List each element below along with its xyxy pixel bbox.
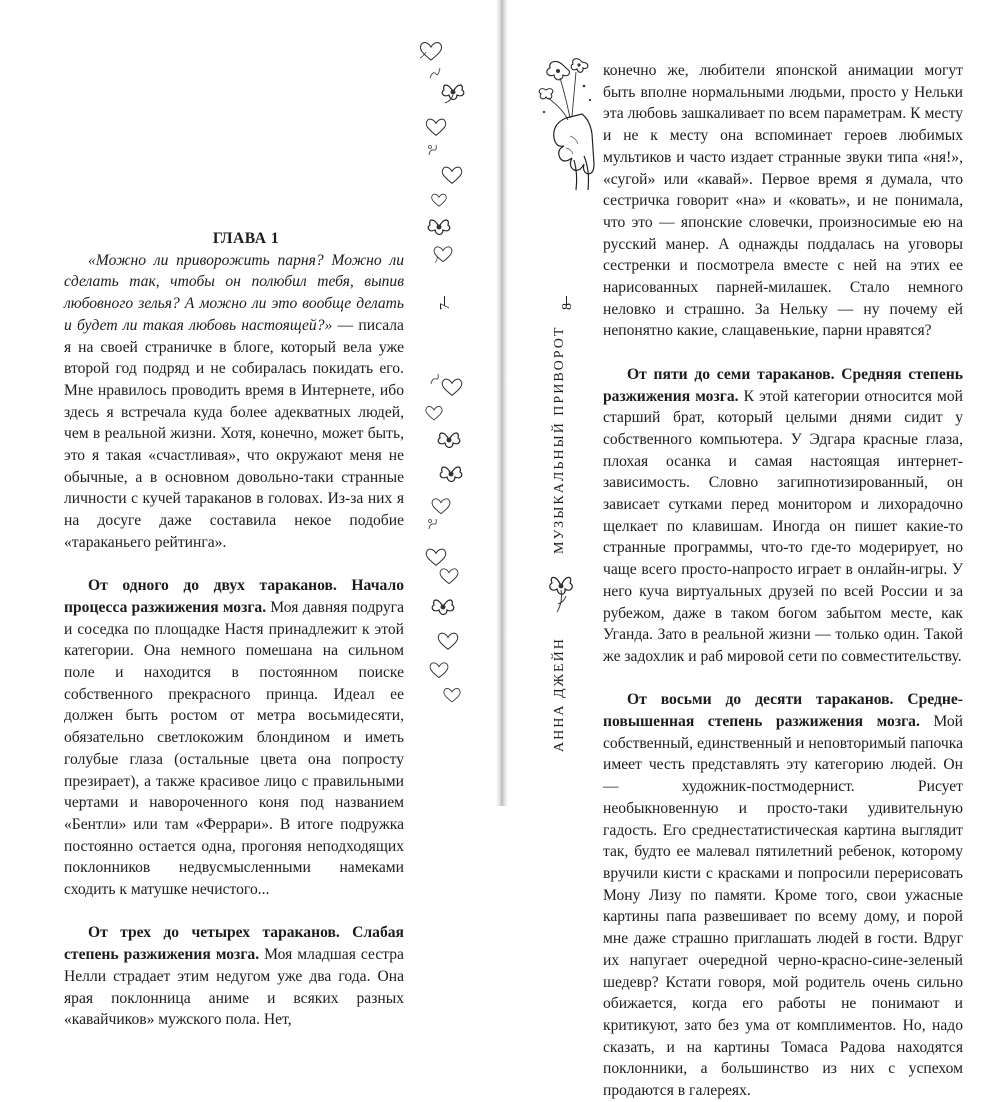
heart-ornament [430,192,448,208]
section-paragraph [603,364,963,668]
heart-ornament [418,40,444,62]
swirl-ornament [426,516,442,532]
left-page [0,0,496,1029]
page-number: 7 [438,303,453,310]
section-text: К этой категории относится мой старший брат, который целыми днями сидит у собственного компьютера. У Эдгара красные глаза, плохая осанка и самая настоящая интернет-зависимость. Словно загипнотизированный, он зависает сутками перед монитором и лихорадочно щелкает по клавишам. Иногда он пишет какие-то странные программы, что-то где-то модерирует, но чаще всего просто-напросто играет в онлайн-игры. У него куча виртуальных друзей по всей России и за рубежом, даже в таком богом забытом месте, как Уганда. Зато в реальной жизни — только один. Такой же задохлик и раб мировой сети по совместительству. [603,387,963,665]
opening-paragraph [64,250,404,554]
section-paragraph [64,922,404,1031]
flower-ornament [438,78,468,104]
section-heading: От одного до двух тараканов. Начало процесса разжижения мозга. [64,577,404,616]
right-text-column [603,60,963,1102]
flower-ornament [434,426,464,452]
hand-with-flowers-illustration [536,56,602,196]
running-title: МУЗЫКАЛЬНЫЙ ПРИВОРОТ [552,326,567,555]
heart-ornament [440,376,464,398]
section-paragraph [64,575,404,901]
chapter-title: ГЛАВА 1 [212,230,280,247]
heart-ornament [424,116,448,138]
swirl-ornament [426,142,442,158]
section-paragraph [603,689,963,1101]
heart-ornament [430,496,452,516]
continued-paragraph: конечно же, любители японской анимации могут быть вполне нормальными людьми, просто у Нельки эта любовь зашкаливает по всем параметрам. К месту и не к месту она вспоминает героев любимых мультиков и часто издает странные звуки типа «ня!», «сугой» или «кавай». Первое время я думала, что сестричка говорит «на» и «ковать», и не понимала, что это — японские словечки, произносимые ею на русский манер. А однажды поддалась на уговоры сестренки и посмотрела вместе с ней на этих ее нарисованных парней-милашек. Стало немного неловко и страшно. За Нельку — ну почему ей непонятно какие, слащавенькие, парни нравятся? [603,62,963,340]
section-heading: От пяти до семи тараканов. Средняя степень разжижения мозга. [603,365,963,405]
heart-ornament [432,244,454,264]
heart-ornament [442,686,462,704]
flower-ornament [424,212,454,240]
running-author: АННА ДЖЕЙН [552,637,567,752]
heart-ornament [436,630,460,652]
section-text: Мой собственный, единственный и неповторимый папочка имеет честь представлять эту категорию людей. Он — художник-постмодернист. Рисует необыкновенную и просто-таки удивительную гадость. Его среднестатистическая картина выглядит так, будто ее малевал пятилетний ребенок, которому вручили кисти с красками и попросили перерисовать Мону Лизу по памяти. Кроме того, свои ужасные картины папа развешивает по всему дому, и порой мне даже страшно приглашать людей в гости. Вдруг их напугает очередной черно-красно-сине-зеленый шедевр? Кстати говоря, мой родитель очень сильно обижается, когда его работы не понимают и критикуют, зато без ума от комплиментов. Но, надо сказать, и на картины Томаса Радова находятся поклонники, а большинство из них с успехом продаются в галереях. [603,713,963,1100]
page-number: 8 [560,303,575,310]
book-gutter [496,0,508,806]
heart-ornament [438,566,460,586]
flower-ornament [546,568,576,616]
section-heading: От восьми до десяти тараканов. Среднеповышенная степень разжижения мозга. [603,691,963,731]
left-text-column [64,228,404,1031]
section-text: Моя младшая сестра Нелли страдает этим недугом уже два года. Она ярая поклонница аниме и всяких разных «кавайчиков» мужского пола. Нет, [64,946,404,1029]
heart-ornament [424,404,444,422]
heart-ornament [428,660,450,680]
epigraph: «Можно ли приворожить парня? Можно ли сделать так, чтобы он полюбил тебя, выпив любовного зелья? А можно ли это вообще делать и будет ли такая любовь настоящей?» [64,251,404,334]
heart-ornament [440,164,464,186]
section-text: Моя давняя подруга и соседка по площадке Настя принадлежит к этой категории. Она немного помешана на сильном поле и находится в постоянном поиске собственного прекрасного принца. Идеал ее должен быть ростом от метра восьмидесяти, обязательно светлокожим блондином и иметь голубые глаза (остальные цвета она попросту презирает), а также красивое лицо с правильными чертами и навороченного коня под названием «Бентли» или там «Феррари». В итоге подружка постоянно остается одна, прогоняя неподходящих поклонников недвусмысленными намеками сходить к матушке нечистого... [64,598,405,899]
section-heading: От трех до четырех тараканов. Слабая степень разжижения мозга. [64,924,404,964]
heart-ornament [424,546,448,568]
flower-ornament [428,592,458,620]
flower-ornament [436,460,466,486]
paragraph-text: — писала я на своей страничке в блоге, который вела уже второй год подряд и не собиралась покидать его. Мне нравилось проводить время в Интернете, ибо здесь я встречала куда более адекватных людей, чем в реальной жизни. Хотя, конечно, может быть, это я такая «счастливая», что окружают меня не обычные, а в основном довольно-таки странные личности с кучей тараканов в головах. Из-за них я на досуге даже составила некое подобие «тараканьего рейтинга». [64,316,404,551]
